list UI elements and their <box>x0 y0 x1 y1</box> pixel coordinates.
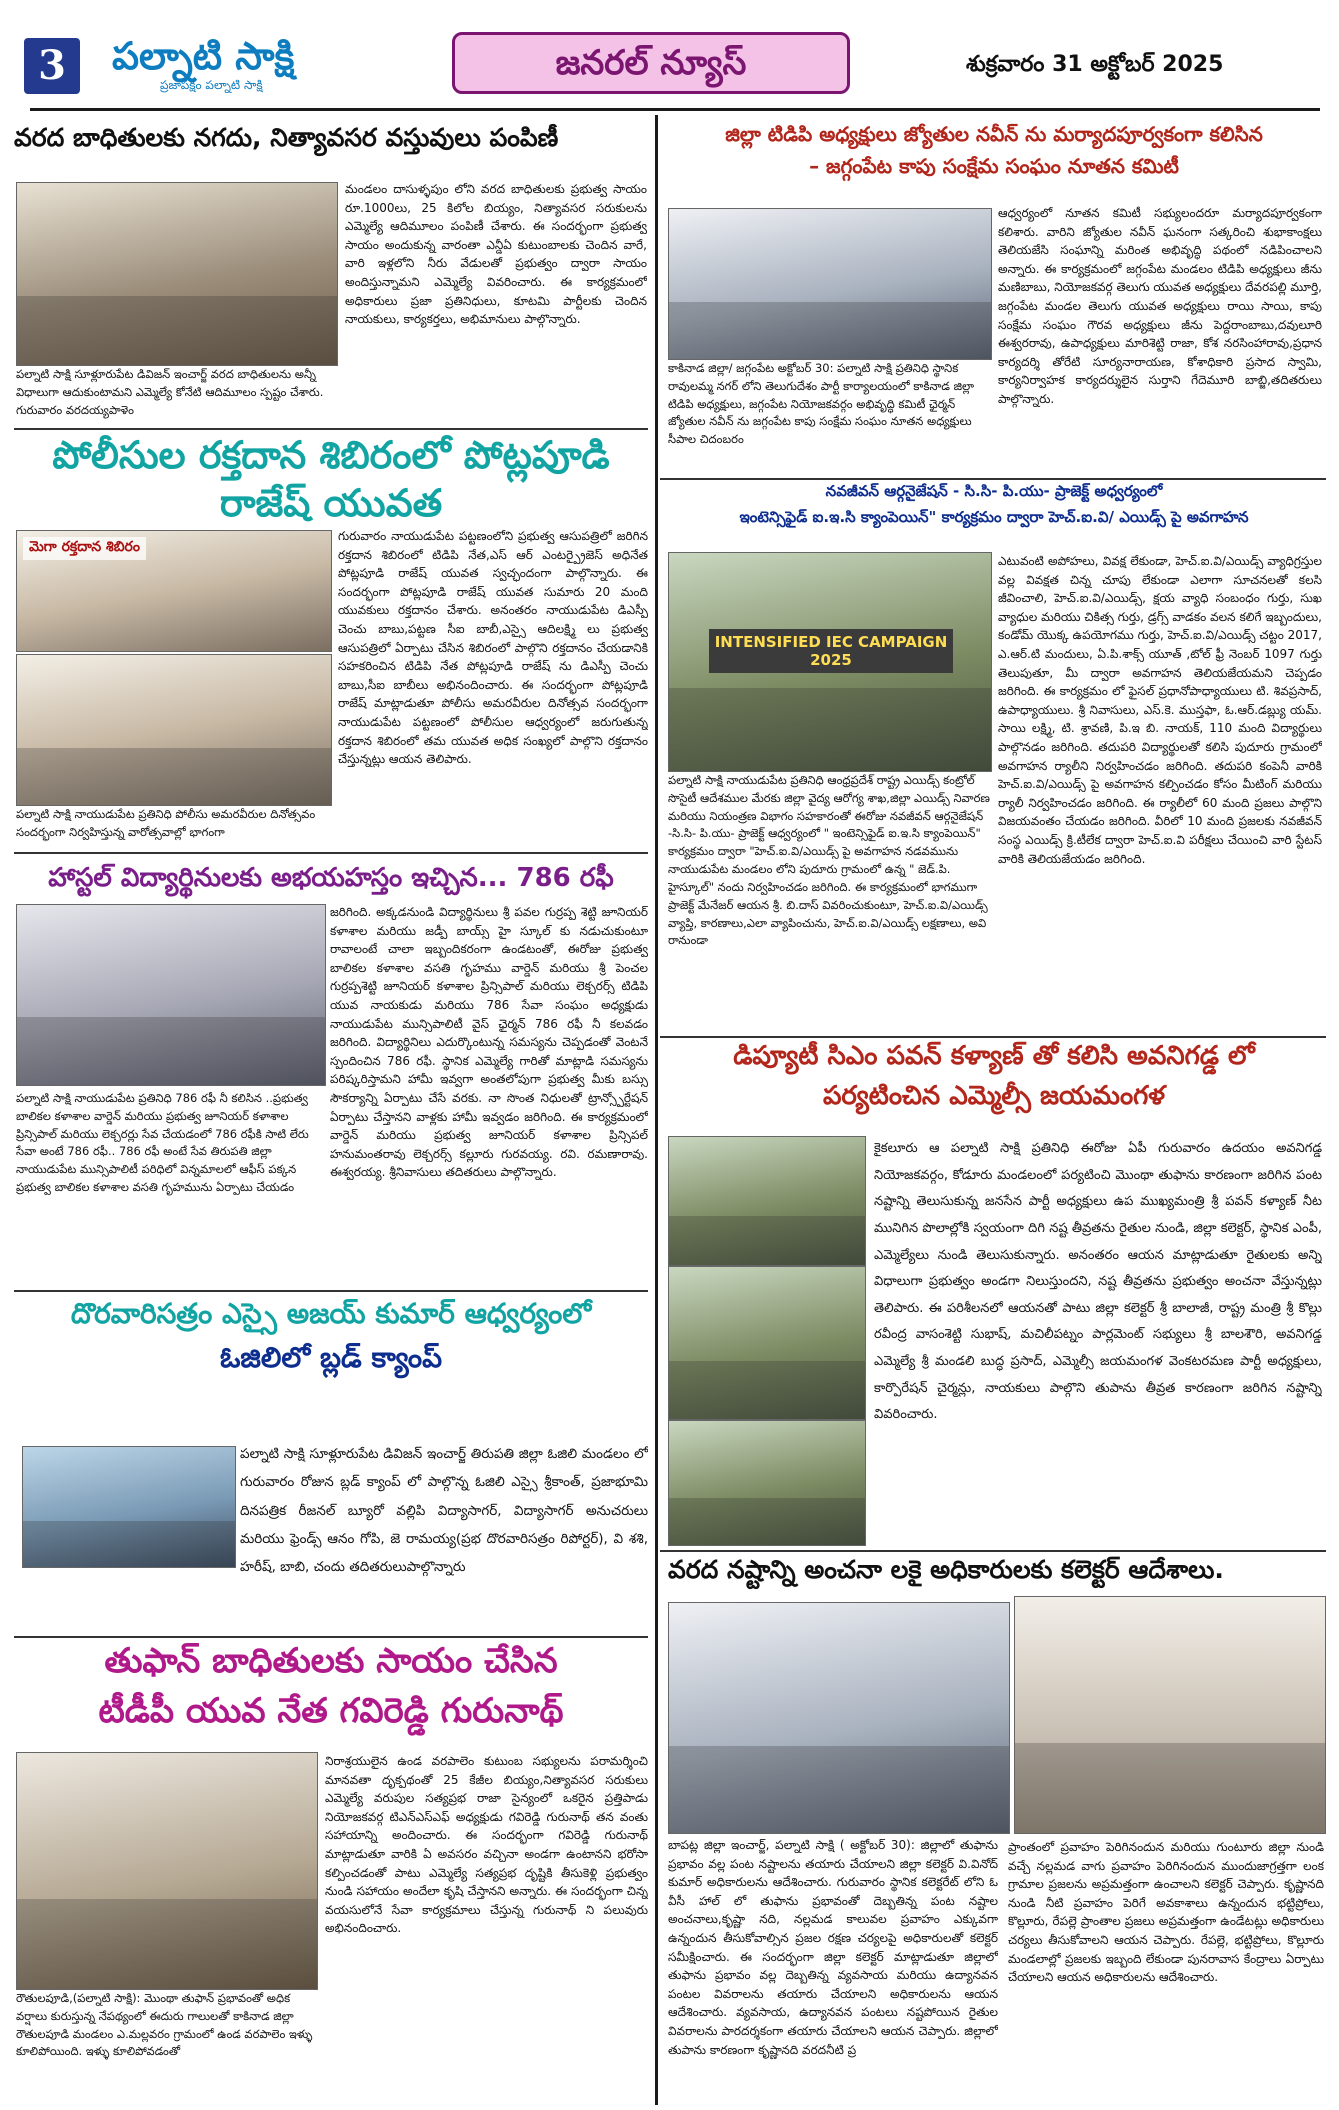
iec-campaign-caption: పల్నాటి సాక్షి నాయుడుపేట ప్రతినిధి ఆంధ్రప్రదేశ్ రాష్ట్ర ఎయిడ్స్ కంట్రోల్ సొసైటీ ఆదేశముల మేరకు జిల్లా వైద్య ఆరోగ్య శాఖ,జిల్లా ఎయిడ్స్ నివారణ మరియు నియంత్రణ విభాగం సహకారంతో ఈరోజు నవజీవన్ ఆర్గనైజేషన్ -సి.సి- పి.యు- ప్రాజెక్ట్ ఆధ్వర్యంలో " ఇంటెన్సిఫైడ్ ఐ.ఇ.సి క్యాంపెయిన్" కార్యక్రమం ద్వారా "హెచ్.ఐ.వి/ఎయిడ్స్ పై అవగాహన నడవమును నాయుడుపేట మండలం లోని పుదూరు గ్రామంలో ఉన్న " జెడ్.పి. హైస్కూల్" నందు నిర్వహించడం జరిగింది. ఈ కార్యక్రమంలో భాగముగా ప్రాజెక్ట్ మేనేజర్ ఆయన శ్రీ. బి.దాస్ వివరించుకుంటూ, హెచ్.ఐ.వి/ఎయిడ్స్ వ్యాప్తి, కారణాలు,ఎలా వ్యాపించును, హెచ్.ఐ.వి/ఎయిడ్స్ లక్షణాలు, అవి రానుండా <box>668 773 990 948</box>
column-divider <box>655 115 658 2105</box>
blood-donation-photo-2 <box>16 654 332 806</box>
blood-camp-headline-line1: దొరవారిసత్రం ఎస్సై అజయ్ కుమార్ ఆధ్వర్యంలో <box>70 1297 592 1330</box>
logo-title: పల్నాటి సాక్షి <box>112 34 295 78</box>
masthead-divider <box>30 108 1320 111</box>
hostel-786-caption: పల్నాటి సాక్షి నాయుడుపేట ప్రతినిధి 786 రఫీ నీ కలిసిన ..ప్రభుత్వ బాలికల కళాశాల వార్డెన్ మరియు ప్రభుత్వ జూనియర్ కళాశాల ప్రిన్సిపాల్ మరియు లెక్చరర్లు సేవ చేయడంలో 786 రఫీకి సాటి లేరు సేవా అంటే 786 రఫీ.. 786 రఫీ అంటే సేవ తిరుపతి జిల్లా నాయుడుపేట మున్సిపాలిటీ పరిధిలో విన్నమాలలో ఆఫీస్ పక్కన ప్రభుత్వ బాలికల కళాశాల వసతి గృహమును ఏర్పాటు చేయడం <box>16 1091 309 1195</box>
mlc-visit-headline-line2: పర్యటించిన ఎమ్మెల్సీ జయమంగళ <box>822 1081 1166 1111</box>
newspaper-logo <box>100 34 430 96</box>
issue-date: శుక్రవారం 31 అక్టోబర్ 2025 <box>966 52 1224 77</box>
blood-camp-headline-line2: ఓజిలిలో బ్లడ్ క్యాంప్ <box>219 1341 443 1374</box>
iec-campaign-banner: INTENSIFIED IEC CAMPAIGN 2025 <box>709 629 953 673</box>
divider <box>660 1550 1326 1552</box>
blood-donation-caption: పల్నాటి సాక్షి నాయుడుపేట ప్రతినిధి పోలీసు అమరవీరుల దినోత్సవం సందర్భంగా నిర్వహిస్తున్న వారోత్సవాల్లో భాగంగా <box>16 807 316 839</box>
collector-orders-photo-2 <box>1014 1596 1326 1834</box>
blood-donation-body: గురువారం నాయుడుపేట పట్టణంలోని ప్రభుత్వ ఆసుపత్రిలో జరిగిన రక్తదాన శిబిరంలో టిడిపి నేత,ఎస్ ఆర్ ఎంటర్ప్రైజెస్ అధినేత పోట్లపూడి రాజేష్ యువత స్వచ్ఛందంగా పాల్గొన్నారు. ఈ సందర్భంగా పోట్లపూడి రాజేష్ యువత సుమారు 20 మంది యువకులు రక్తదానం చేశారు. అనంతరం నాయుడుపేట డిఎస్పీ చెంచు బాబు,పట్టణ సీఐ బాబీ,ఎస్సై ఆదిలక్ష్మి లు ప్రభుత్వ ఆసుపత్రిలో ఏర్పాటు చేసిన శిబిరంలో పాల్గొని రక్తదానం చేయడానికి సహకరించిన టిడిపి నేత పోట్లపూడి రాజేష్ ను డిఎస్పీ చెంచు బాబు,సీఐ బాబీలు అభినందించారు. ఈ సందర్భంగా పోట్లపూడి రాజేష్ మాట్లాడుతూ పోలీసు అమరవీరుల దినోత్సవ సందర్భంగా నాయుడుపేట పట్టణంలో పోలీసుల ఆధ్వర్యంలో జరుగుతున్న రక్తదాన శిబిరంలో తమ యువత అధిక సంఖ్యలో పాల్గొని రక్తదానం చేస్తున్నట్లు ఆయన తెలిపారు. <box>338 529 648 767</box>
hostel-786-photo <box>16 904 326 1086</box>
iec-campaign-photo <box>668 552 992 772</box>
iec-campaign-headline-line2: ఇంటెన్సిఫైడ్ ఐ.ఇ.సి క్యాంపెయిన్" కార్యక్రమం ద్వారా హెచ్.ఐ.వి/ ఎయిడ్స్ పై అవగాహన <box>739 508 1249 526</box>
collector-orders-body-left: బాపట్ల జిల్లా ఇంచార్జ్, పల్నాటి సాక్షి ( అక్టోబర్ 30): జిల్లాలో తుఫాను ప్రభావం వల్ల పంట నష్టాలను తయారు చేయాలని జిల్లా కలెక్టర్ వి.వినోద్ కుమార్ అధికారులను ఆదేశించారు. గురువారం స్థానిక కలెక్టరేట్ లోని ఓ వీసీ హాల్ లో తుఫాను ప్రభావంతో దెబ్బతిన్న పంట నష్టాల అంచనాలు,కృష్ణా నది, నల్లమడ కాలువల ప్రవాహం ఎక్కువగా ఉన్నందున తీసుకోవాల్సిన ప్రజల రక్షణ చర్యలపై అధికారులతో కలెక్టర్ సమీక్షించారు. ఈ సందర్భంగా జిల్లా కలెక్టర్ మాట్లాడుతూ జిల్లాలో తుఫాను ప్రభావం వల్ల దెబ్బతిన్న వ్యవసాయ మరియు ఉద్యానవన పంటల వివరాలను తయారు చేయాలని అధికారులను ఆయన ఆదేశించారు. వ్యవసాయ, ఉద్యానవన పంటలు నష్టపోయిన రైతుల వివరాలను పారదర్శకంగా తయారు చేయాలని ఆయన చెప్పారు. జిల్లాలో తుపాను కారణంగా కృష్ణానది వరదనీటి ప్ర <box>668 1838 998 2057</box>
divider <box>14 1290 648 1292</box>
mlc-visit-photo-1 <box>668 1136 866 1266</box>
blood-donation-photo-1 <box>16 530 332 652</box>
iec-campaign-body: ఎటువంటి అపోహలు, వివక్ష లేకుండా, హెచ్.ఐ.వి/ఎయిడ్స్ వ్యాధిగ్రస్తుల వల్ల వివక్షత చిన్న చూపు లేకుండా ఎలాగా సూచనలతో కలసి జీవించాలి, హెచ్.ఐ.వి/ఎయిడ్స్, క్షయ వ్యాధి సంబంధం గుర్తు, సుఖ వ్యాధుల మరియు చికిత్స గుర్తు, డ్రగ్స్ వాడకం వలన కలిగే ఇబ్బందులు, కండోమ్ యొక్క ఉపయోగము గుర్తు, హెచ్.ఐ.వి/ఎయిడ్స్ చట్టం 2017, ఎ.ఆర్.టి మందులు, ఏ.పి.శాక్స్ యూత్ ,టోల్ ఫ్రీ నెంబర్ 1097 గుర్తు తెలుపుతూ, మీ ద్వారా అవగాహన తెలియజేయమని చెప్పడం జరిగింది. ఈ కార్యక్రమం లో ఫైసల్ ప్రధానోపాధ్యాయులు టి. శివప్రసాద్, ఉపాధ్యాయులు. శ్రీ నివాసులు, ఎస్.కె. ముస్తఫా, ఓ.ఆర్.డబ్ల్యు యమ్. సాయి లక్ష్మి, టి. శ్రావణి, పి.ఇ బి. నాయక్, 110 మంది విద్యార్థులు పాల్గొనడం జరిగింది. తదుపరి విద్యార్థులతో కలిసి పుదూరు గ్రామంలో అవగాహన ర్యాలీని నిర్వహించడం జరిగింది. తదుపరి కంపెనీ వారికి హెచ్.ఐ.వి/ఎయిడ్స్ పై అవగాహన కల్పించడం కోసం మీటింగ్ మరియు ర్యాలీ నిర్వహించడం జరిగింది. ఈ ర్యాలీలో 60 మంది ప్రజలు పాల్గొని విజయవంతం చేయడం జరిగింది. వీరిలో 10 మంది ప్రజలకు నవజీవన్ సంస్థ ఎయిడ్స్ క్రి.టీలేక ద్వారా హెచ్.ఐ.వి పరీక్షలు చేయించి వారి స్టేటస్ వారికి తెలియజేయడం జరిగింది. <box>998 554 1322 866</box>
tdp-president-photo <box>668 208 992 360</box>
tdp-president-caption: కాకినాడ జిల్లా/ జగ్గంపేట అక్టోబర్ 30: పల్నాటి సాక్షి ప్రతినిధి స్థానిక రావులమ్మ నగర్ లోని తెలుగుదేశం పార్టీ కార్యాలయంలో కాకినాడ జిల్లా టిడిపి అధ్యక్షులు, జగ్గంపేట నియోజకవర్గం అభివృద్ధి కమిటీ ఛైర్మన్ జ్యోతుల నవీన్ ను జగ్గంపేట కాపు సంక్షేమ సంఘం నూతన అధ్యక్షులు సీపాల చిదంబరం <box>668 361 975 447</box>
blood-donation-banner: మెగా రక్తదాన శిబిరం <box>23 537 146 560</box>
cyclone-help-headline-line2: టీడీపీ యువ నేత గవిరెడ్డి గురునాథ్ <box>98 1691 564 1731</box>
tdp-president-body: ఆధ్వర్యంలో నూతన కమిటీ సభ్యులందరూ మర్యాదపూర్వకంగా కలిశారు. వారిని జ్యోతుల నవీన్ ఘనంగా సత్కరించి శుభాకాంక్షలు తెలియజేసి సంఘాన్ని మరింత అభివృద్ధి పథంలో నడిపించాలని అన్నారు. ఈ కార్యక్రమంలో జగ్గంపేట మండలం టిడిపి అధ్యక్షులు జీను మణిబాబు, నియోజకవర్గ తెలుగు యువత అధ్యక్షులు దేవరపల్లి మూర్తి, జగ్గంపేట మండల తెలుగు యువత అధ్యక్షులు రాయి సాయి, కాపు సంక్షేమ సంఘం గౌరవ అధ్యక్షులు జీను పెద్దరాంబాబు,దవులూరి ఈశ్వరరావు, ఉపాధ్యక్షులు మారిశెట్టి రాజా, కోశ నరసింహారావు,ప్రధాన కార్యదర్శి తోరేటి సూర్యనారాయణ, కోశాధికారి ప్రసాద స్వామి, కార్యనిర్వాహక కార్యదర్శులైన సుర్తాని గేదెమూరి బాబ్జి,తదితరులు పాల్గొన్నారు. <box>998 206 1322 406</box>
mlc-visit-body: కైకలూరు ఆ పల్నాటి సాక్షి ప్రతినిధి ఈరోజు ఏపీ గురువారం ఉదయం అవనిగడ్డ నియోజకవర్గం, కోడూరు మండలంలో పర్యటించి మొంథా తుఫాను కారణంగా జరిగిన పంట నష్టాన్ని తెలుసుకున్న జనసేన పార్టీ అధ్యక్షులు ఉప ముఖ్యమంత్రి శ్రీ పవన్ కళ్యాణ్ నీట మునిగిన పొలాల్లోకి స్వయంగా దిగి నష్ట తీవ్రతను రైతుల నుండి, జిల్లా కలెక్టర్, స్థానిక ఎంపీ, ఎమ్మెల్యేలు నుండి తెలుసుకున్నారు. అనంతరం ఆయన మాట్లాడుతూ రైతులకు అన్ని విధాలుగా ప్రభుత్వం అండగా నిలుస్తుందని, నష్ట తీవ్రతను ప్రభుత్వం అంచనా వేస్తున్నట్లు తెలిపారు. ఈ పరిశీలనలో ఆయనతో పాటు జిల్లా కలెక్టర్ శ్రీ బాలాజీ, రాష్ట్ర మంత్రి శ్రీ కొల్లు రవీంద్ర వాసంశెట్టి సుభాష్, మచిలీపట్నం పార్లమెంట్ సభ్యులు శ్రీ బాలశౌరి, అవనిగడ్డ ఎమ్మెల్యే శ్రీ మండలి బుద్ధ ప్రసాద్, ఎమ్మెల్సీ జయమంగళ వెంకటరమణ పార్టీ అధ్యక్షులు, కార్పొరేషన్ చైర్మన్లు, నాయకులు పాల్గొని తుపాను తీవ్రత కారణంగా జరిగిన నష్టాన్ని వివరించారు. <box>874 1141 1322 1423</box>
flood-relief-photo <box>16 182 338 366</box>
cyclone-help-photo <box>16 1752 318 1990</box>
tdp-president-headline-line1: జిల్లా టిడిపి అధ్యక్షులు జ్యోతుల నవీన్ ను మర్యాదపూర్వకంగా కలిసిన <box>725 122 1263 146</box>
masthead <box>0 0 1339 100</box>
mlc-visit-photo-3 <box>668 1420 866 1546</box>
mlc-visit-headline-line1: డిప్యూటీ సిఎం పవన్ కళ్యాణ్ తో కలిసి అవనిగడ్డ లో <box>733 1041 1255 1071</box>
cyclone-help-headline-line1: తుఫాన్ బాధితులకు సాయం చేసిన <box>104 1641 558 1681</box>
hostel-786-body: జరిగింది. అక్కడనుండి విద్యార్థినులు శ్రీ పవల గుర్రప్ప శెట్టి జూనియర్ కళాశాల మరియు జడ్పీ బాయ్స్ హై స్కూల్ కు నడుచుకుంటూ రావాలంటే చాలా ఇబ్బందికరంగా ఉండటంతో, ఈరోజు ప్రభుత్వ బాలికల కళాశాల వసతి గృహము వార్డెన్ మరియు శ్రీ పెంచల గుర్రప్పశెట్టి జూనియర్ కళాశాల ప్రిన్సిపాల్ మరియు లెక్చరర్స్ టిడిపి యువ నాయకుడు మరియు 786 సేవా సంఘం అధ్యక్షుడు నాయుడుపేట మున్సిపాలిటీ వైస్ ఛైర్మన్ 786 రఫీ నీ కలవడం జరిగింది. విద్యార్థినిలు ఎదుర్కొంటున్న సమస్యను చెప్పడంతో వెంటనే స్పందించిన 786 రఫీ. స్థానిక ఎమ్మెల్యే గారితో మాట్లాడి సమస్యను పరిష్కరిస్తామని హామీ ఇవ్వగా అంతలోపుగా ప్రభుత్వ మీకు బస్సు సౌకర్యాన్ని ఏర్పాటు చేసే వరకు. నా సొంత నిధులతో ట్రాన్స్పోర్టేషన్ ఏర్పాటు చేస్తానని వాళ్లకు హామీ ఇవ్వడం జరిగింది. ఈ కార్యక్రమంలో వార్డెన్ మరియు ప్రభుత్వ జూనియర్ కళాశాల ప్రిన్సిపల్ హనుమంతరావు లెక్చరర్స్ కల్లూరు గురవయ్య. రవి. రమణారావు. ఈశ్వరయ్య. శ్రీనివాసులు తదితరులు పాల్గొన్నారు. <box>330 905 648 1180</box>
hostel-786-headline: హాస్టల్ విద్యార్థినులకు అభయహస్తం ఇచ్చిన... 786 రఫీ <box>48 863 614 893</box>
divider <box>660 478 1326 480</box>
divider <box>14 852 648 854</box>
flood-relief-body: మండలం దాసుళ్ళపుం లోని వరద బాధితులకు ప్రభుత్వ సాయం రూ.1000లు, 25 కిలోల బియ్యం, నిత్యావసర సరుకులను ఎమ్మెల్యే ఆదిమూలం పంపిణీ చేశారు. ఈ సందర్భంగా ప్రభుత్వ సాయం అందుకున్న వారంతా ఎన్డీఏ కుటుంబాలకు చెందిన వారే, వారి ఇళ్లలోని నీరు వేడులతో ప్రభుత్వం ద్వారా సాయం అందిస్తున్నామని ఎమ్మెల్యే వివరించారు. ఈ కార్యక్రమంలో అధికారులు ప్రజా ప్రతినిధులు, కూటమి పార్టీలకు చెందిన నాయకులు, కార్యకర్తలు, అభిమానులు పాల్గొన్నారు. <box>345 182 647 327</box>
cyclone-help-body: నిరాశ్రయులైన ఉండ వరపాలెం కుటుంబ సభ్యులను పరామర్శించి మానవతా దృక్పథంతో 25 కేజీల బియ్యం,నిత్యావసర సరుకులు ఎమ్మెల్యే వరుపుల సత్యప్రభ రాజా సైన్యంలో ఒకరైన ప్రత్తిపాడు నియోజకవర్గ టిఎన్ఎస్ఎఫ్ అధ్యక్షుడు గవిరెడ్డి గురునాథ్ తన వంతు సహాయాన్ని అందించారు. ఈ సందర్భంగా గవిరెడ్డి గురునాథ్ మాట్లాడుతూ వారికి ఏ అవసరం వచ్చినా అండగా ఉంటానని భరోసా కల్పించడంతో పాటు ఎమ్మెల్యే సత్యప్రభ దృష్టికి తీసుకెళ్లి ప్రభుత్వం నుండి సహాయం అందేలా కృషి చేస్తానని అన్నారు. ఈ సందర్భంగా చిన్న వయసులోనే సేవా కార్యక్రమాలు చేస్తున్న గురునాథ్ ని పలువురు అభినందించారు. <box>325 1754 648 1936</box>
flood-relief-caption: పల్నాటి సాక్షి సూళ్లూరుపేట డివిజన్ ఇంచార్జ్ వరద బాధితులను అన్నీ విధాలుగా ఆదుకుంటామని ఎమ్మెల్యే కోనేటి ఆదిమూలం స్పష్టం చేశారు. గురువారం వరదయ్యపాళెం <box>16 367 324 417</box>
page-number: 3 <box>24 38 80 94</box>
collector-orders-headline: వరద నష్టాన్ని అంచనా లకై అధికారులకు కలెక్టర్ ఆదేశాలు. <box>668 1555 1224 1584</box>
iec-campaign-headline-line1: నవజీవన్ ఆర్గనైజేషన్ - సి.సి- పి.యు- ప్రాజెక్ట్ అధ్వర్యంలో <box>825 482 1163 500</box>
cyclone-help-caption: రౌతులపూడి,(పల్నాటి సాక్షి): మొంథా తుఫాన్ ప్రభావంతో అధిక వర్షాలు కురుస్తున్న నేపథ్యంలో ఈదురు గాలులతో కాకినాడ జిల్లా రౌతులపూడి మండలం ఎ.మల్లవరం గ్రామంలో ఉండ వరపాలెం ఇళ్ళు కూలిపోయింది. ఇళ్ళు కూలిపోవడంతో <box>16 1991 313 2059</box>
blood-donation-headline: పోలీసుల రక్తదాన శిబిరంలో పోట్లపూడి రాజేష్ యువత <box>52 433 610 525</box>
collector-orders-body-right: ప్రాంతంలో ప్రవాహం పెరిగినందున మరియు గుంటూరు జిల్లా నుండి వచ్చే నల్లమడ వాగు ప్రవాహం పెరిగినందున ముందుజాగ్రత్తగా లంక గ్రామాల ప్రజలను అప్రమత్తంగా ఉంచాలని కలెక్టర్ చెప్పారు. కృష్ణానది నుండి నీటి ప్రవాహం పెరిగే అవకాశాలు ఉన్నందున భట్టిప్రోలు, కొల్లూరు, రేపల్లె ప్రాంతాల ప్రజలు అప్రమత్తంగా ఉండేటట్లు అధికారులు చర్యలు తీసుకోవాలని ఆయన చెప్పారు. రేపల్లె, భట్టిప్రోలు, కొల్లూరు మండలాల్లో ప్రజలకు ఇబ్బంది లేకుండా పునరావాస కేంద్రాలు ఏర్పాటు చేయాలని ఆయన అధికారులను ఆదేశించారు. <box>1008 1840 1324 1985</box>
section-title: జనరల్ న్యూస్ <box>452 32 850 94</box>
collector-orders-photo-1 <box>668 1602 1010 1834</box>
blood-camp-body: పల్నాటి సాక్షి సూళ్లూరుపేట డివిజన్ ఇంచార్జ్ తిరుపతి జిల్లా ఓజిలి మండలం లో గురువారం రోజున బ్లడ్ క్యాంప్ లో పాల్గొన్న ఓజిలి ఎస్సై శ్రీకాంత్, ప్రజాభూమి దినపత్రిక రీజనల్ బ్యూరో వల్లిపి విద్యాసాగర్, విద్యాసాగర్ అనుచరులు మరియు ఫ్రెండ్స్ ఆనం గోపి, జె రామయ్య(ప్రభ దొరవారిసత్రం రిపోర్టర్), వి శశి, హరీష్, బాబి, చందు తదితరులుపాల్గొన్నారు <box>240 1446 648 1576</box>
blood-camp-photo <box>22 1446 236 1568</box>
divider <box>660 1036 1326 1038</box>
divider <box>14 1636 648 1638</box>
flood-relief-headline: వరద బాధితులకు నగదు, నిత్యావసర వస్తువులు పంపిణీ <box>14 123 559 152</box>
logo-subtitle: ప్రజాపక్షం పల్నాటి సాక్షి <box>160 78 263 92</box>
mlc-visit-photo-2 <box>668 1266 866 1420</box>
tdp-president-headline-line2: – జగ్గంపేట కాపు సంక్షేమ సంఘం నూతన కమిటీ <box>809 154 1179 178</box>
